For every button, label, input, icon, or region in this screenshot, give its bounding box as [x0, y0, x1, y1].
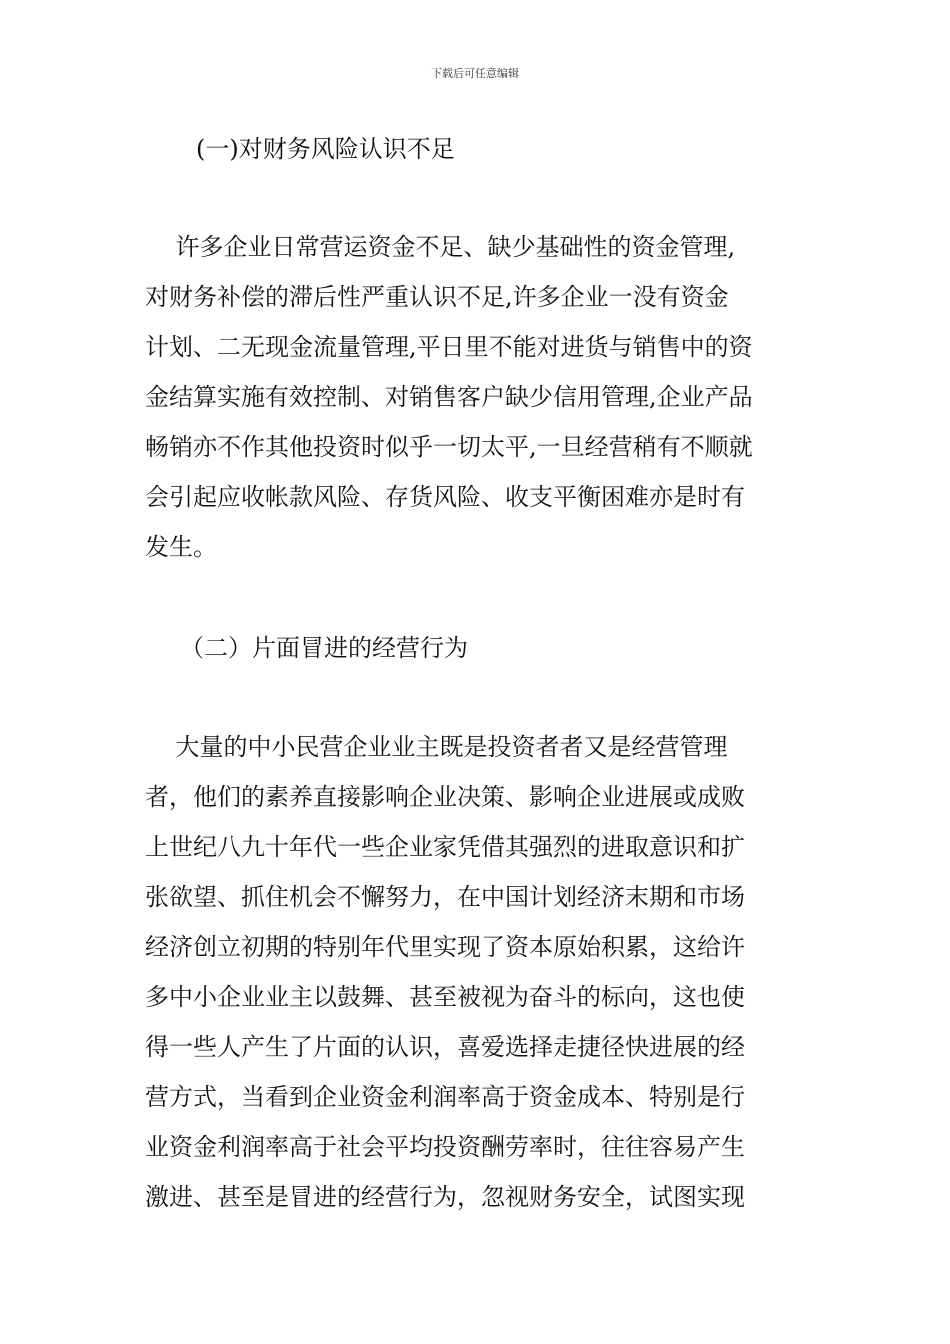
paragraph-line: 经济创立初期的特别年代里实现了资本原始积累，这给许	[145, 933, 745, 961]
paragraph-line: 激进、甚至是冒进的经营行为，忽视财务安全，试图实现	[145, 1183, 745, 1211]
paragraph-line: 上世纪八九十年代一些企业家凭借其强烈的进取意识和扩	[145, 833, 745, 861]
paragraph-line: 对财务补偿的滞后性严重认识不足,许多企业一没有资金	[145, 283, 729, 311]
section-heading-1: (一)对财务风险认识不足	[196, 135, 455, 163]
paragraph-line: 多中小企业业主以鼓舞、甚至被视为奋斗的标向，这也使	[145, 983, 745, 1011]
section-paragraph-2	[145, 722, 825, 1222]
page-header-note: 下载后可任意编辑	[431, 67, 519, 80]
paragraph-line: 畅销亦不作其他投资时似乎一切太平,一旦经营稍有不顺就	[145, 433, 753, 461]
paragraph-line: 许多企业日常营运资金不足、缺少基础性的资金管理,	[145, 233, 736, 261]
paragraph-line: 者，他们的素养直接影响企业决策、影响企业进展或成败	[145, 783, 745, 811]
paragraph-line: 大量的中小民营企业业主既是投资者者又是经营管理	[145, 733, 728, 761]
paragraph-line: 张欲望、抓住机会不懈努力，在中国计划经济末期和市场	[145, 883, 745, 911]
paragraph-line: 营方式，当看到企业资金利润率高于资金成本、特别是行	[145, 1083, 745, 1111]
paragraph-line: 金结算实施有效控制、对销售客户缺少信用管理,企业产品	[145, 383, 753, 411]
paragraph-line: 得一些人产生了片面的认识，喜爱选择走捷径快进展的经	[145, 1033, 745, 1061]
section-heading-2: （二）片面冒进的经营行为	[180, 634, 468, 662]
paragraph-line: 计划、二无现金流量管理,平日里不能对进货与销售中的资	[145, 333, 753, 361]
paragraph-line: 业资金利润率高于社会平均投资酬劳率时，往往容易产生	[145, 1133, 745, 1161]
paragraph-line: 发生。	[145, 533, 217, 561]
paragraph-line: 会引起应收帐款风险、存货风险、收支平衡困难亦是时有	[145, 483, 745, 511]
section-paragraph-1	[145, 222, 825, 572]
